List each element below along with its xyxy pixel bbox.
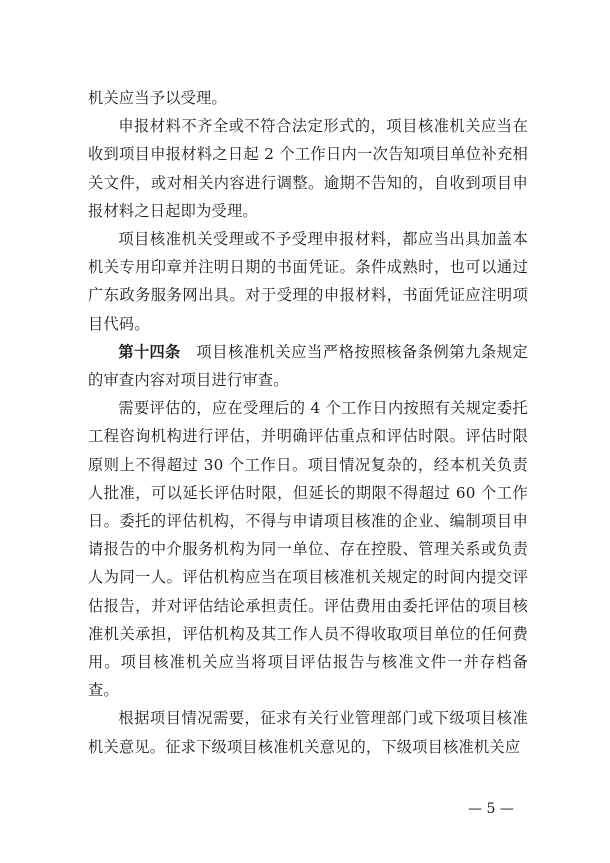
paragraph-2-text: 申报材料不齐全或不符合法定形式的，项目核准机关应当在收到项目申报材料之日起 2 个工作日内一次告知项目单位补充相关文件，或对相关内容进行调整。逾期不告知的，自收到项目申报材料之日起即为受理。 (88, 117, 528, 220)
article-14-text: 项目核准机关应当严格按照核备条例第九条规定的审查内容对项目进行审查。 (88, 342, 529, 390)
paragraph-5 (88, 394, 528, 704)
page-number: — 5 — (468, 801, 514, 817)
paragraph-1 (88, 84, 528, 112)
article-14-paragraph (88, 338, 528, 394)
paragraph-3 (88, 225, 528, 338)
paragraph-6-text: 根据项目情况需要，征求有关行业管理部门或下级项目核准机关意见。征求下级项目核准机关意见的，下级项目核准机关应 (88, 709, 528, 756)
paragraph-6 (88, 704, 528, 760)
paragraph-1-text: 机关应当予以受理。 (88, 89, 227, 107)
paragraph-2 (88, 112, 528, 225)
paragraph-5-text: 需要评估的，应在受理后的 4 个工作日内按照有关规定委托工程咨询机构进行评估，并明确评估重点和评估时限。评估时限原则上不得超过 30 个工作日。项目情况复杂的，经本机关负责人批准，可以延长评估时限，但延长的期限不得超过 60 个工作日。委托的评估机构，不得与申请项目核准的企业、编制项目申请报告的中介服务机构为同一单位、存在控股、管理关系或负责人为同一人。评估机构应当在项目核准机关规定的时间内提交评估报告，并对评估结论承担责任。评估费用由委托评估的项目核准机关承担，评估机构及其工作人员不得收取项目单位的任何费用。项目核准机关应当将项目评估报告与核准文件一并存档备查。 (88, 399, 528, 700)
paragraph-3-text: 项目核准机关受理或不予受理申报材料，都应当出具加盖本机关专用印章并注明日期的书面凭证。条件成熟时，也可以通过广东政务服务网出具。对于受理的申报材料，书面凭证应注明项目代码。 (88, 230, 528, 333)
body-text (88, 84, 528, 761)
article-heading: 第十四条 (118, 342, 181, 361)
